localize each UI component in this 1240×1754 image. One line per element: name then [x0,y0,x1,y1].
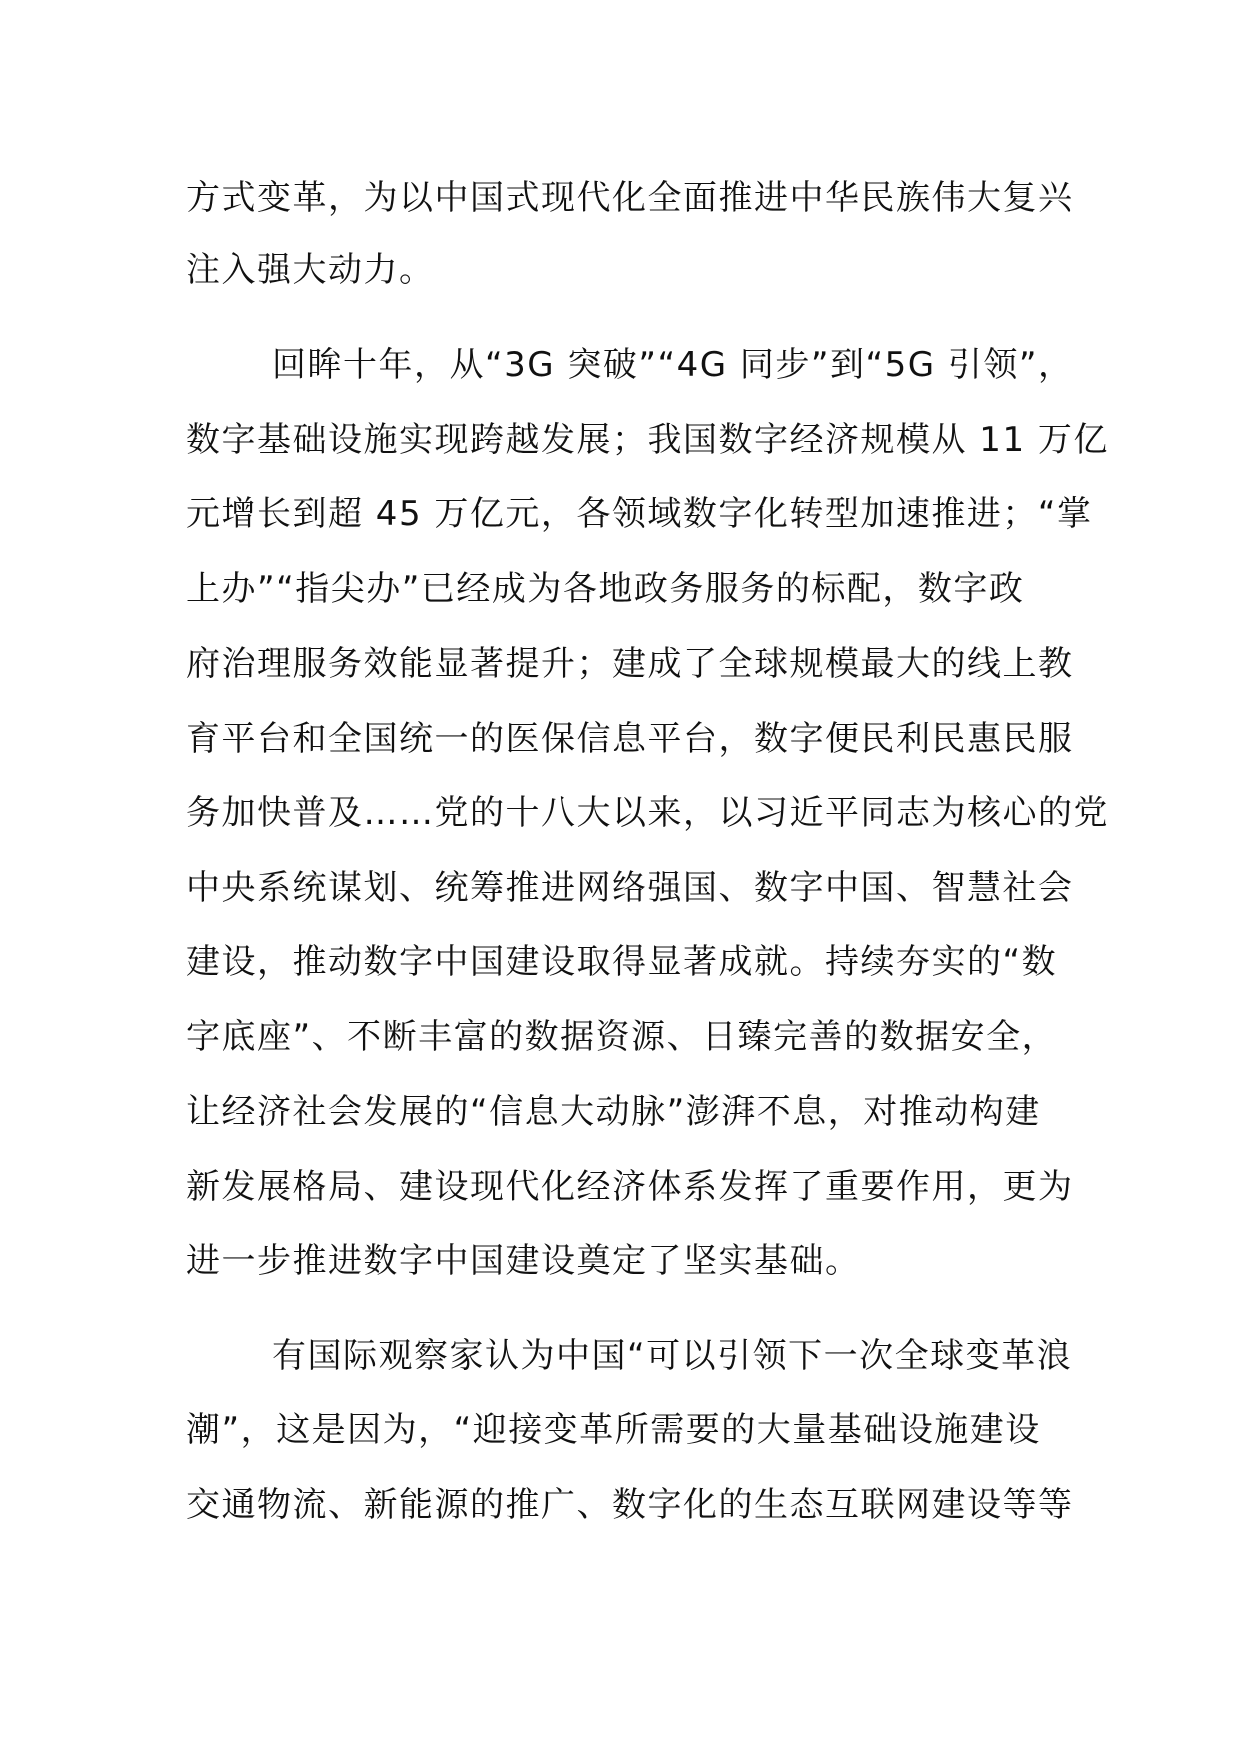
text-line: 交通物流、新能源的推广、数字化的生态互联网建设等等 [186,1485,1074,1525]
text-line: 让经济社会发展的“信息大动脉”澎湃不息，对推动构建 [186,1092,1041,1132]
text-line: 新发展格局、建设现代化经济体系发挥了重要作用，更为 [186,1167,1074,1207]
paragraph-first-line: 回眸十年，从“3G 突破”“4G 同步”到“5G 引领”， [272,345,1074,385]
text-line: 育平台和全国统一的医保信息平台，数字便民利民惠民服 [186,719,1074,759]
text-line: 建设，推动数字中国建设取得显著成就。持续夯实的“数 [186,942,1058,982]
text-line: 府治理服务效能显著提升；建成了全球规模最大的线上教 [186,644,1074,684]
text-line: 务加快普及……党的十八大以来，以习近平同志为核心的党 [186,793,1109,833]
text-line: 上办”“指尖办”已经成为各地政务服务的标配，数字政 [186,569,1025,609]
text-line: 中央系统谋划、统筹推进网络强国、数字中国、智慧社会 [186,868,1074,908]
text-line: 元增长到超 45 万亿元，各领域数字化转型加速推进；“掌 [186,494,1093,534]
text-line: 字底座”、不断丰富的数据资源、日臻完善的数据安全， [186,1017,1058,1057]
text-line: 潮”，这是因为，“迎接变革所需要的大量基础设施建设 [186,1410,1041,1450]
paragraph-first-line: 有国际观察家认为中国“可以引领下一次全球变革浪 [272,1336,1073,1376]
text-line: 注入强大动力。 [186,250,435,290]
text-line: 数字基础设施实现跨越发展；我国数字经济规模从 11 万亿 [186,420,1109,460]
text-line: 方式变革，为以中国式现代化全面推进中华民族伟大复兴 [186,178,1074,218]
text-line: 进一步推进数字中国建设奠定了坚实基础。 [186,1241,861,1281]
